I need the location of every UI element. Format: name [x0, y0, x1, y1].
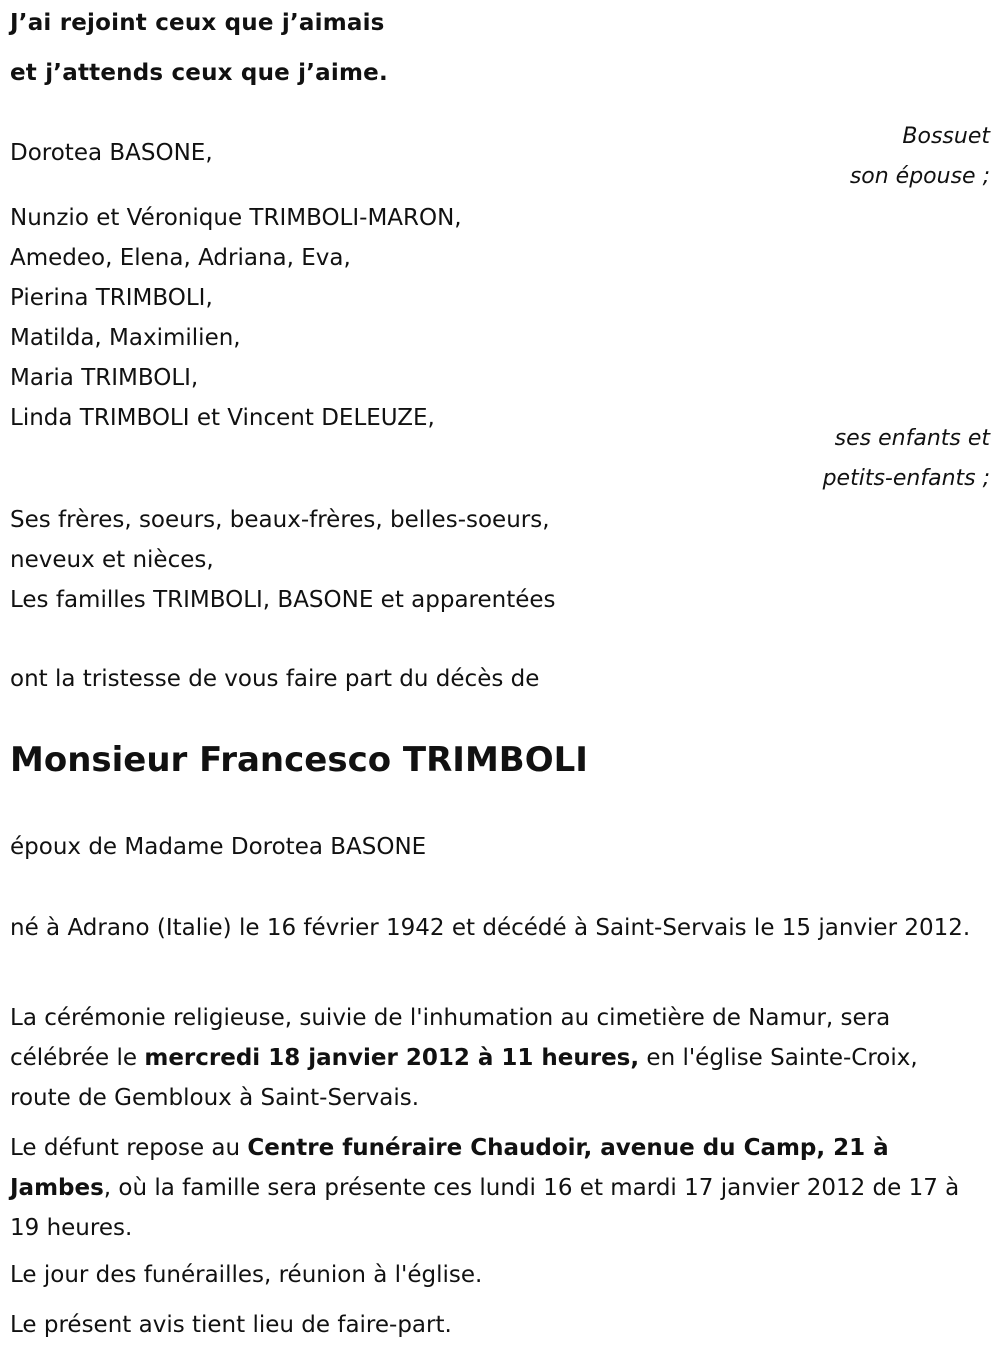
epigraph-line-1: J’ai rejoint ceux que j’aimais	[10, 10, 385, 36]
birth-death-paragraph: né à Adrano (Italie) le 16 février 1942 et décédé à Saint-Servais le 15 janvier 2012.	[10, 915, 971, 941]
ceremony-text: La cérémonie religieuse, suivie de l'inhumation au cimetière de Namur, sera célébrée le	[10, 1005, 891, 1071]
deceased-name: Monsieur Francesco TRIMBOLI	[10, 740, 588, 780]
family-line: Ses frères, soeurs, beaux-frères, belles-soeurs,	[10, 507, 550, 533]
repose-times: , où la famille sera présente ces lundi 16 et mardi 17 janvier 2012 de 17 à 19 heures.	[10, 1175, 960, 1241]
epigraph-line-2: et j’attends ceux que j’aime.	[10, 60, 388, 86]
children-relation-1: ses enfants et	[834, 426, 990, 451]
ceremony-date: mercredi 18 janvier 2012 à 11 heures,	[144, 1045, 640, 1071]
announcement-text: ont la tristesse de vous faire part du décès de	[10, 666, 540, 692]
spouse-place: Bossuet	[902, 124, 990, 149]
repose-paragraph	[10, 1128, 985, 1248]
children-line: Linda TRIMBOLI et Vincent DELEUZE,	[10, 405, 435, 431]
spouse-of-text: époux de Madame Dorotea BASONE	[10, 834, 427, 860]
children-line: Pierina TRIMBOLI,	[10, 285, 213, 311]
repose-location: Centre funéraire Chaudoir, avenue du Camp, 21 à Jambes	[10, 1135, 889, 1201]
notice-text: Le présent avis tient lieu de faire-part.	[10, 1312, 452, 1338]
family-list	[10, 500, 556, 620]
ceremony-paragraph	[10, 998, 985, 1118]
family-line: neveux et nièces,	[10, 547, 214, 573]
children-line: Matilda, Maximilien,	[10, 325, 241, 351]
spouse-relation: son épouse ;	[849, 164, 990, 189]
children-relation-2: petits-enfants ;	[822, 466, 990, 491]
children-line: Nunzio et Véronique TRIMBOLI-MARON,	[10, 205, 462, 231]
family-line: Les familles TRIMBOLI, BASONE et apparentées	[10, 587, 556, 613]
children-list	[10, 198, 462, 438]
repose-text: Le défunt repose au	[10, 1135, 248, 1161]
meeting-text: Le jour des funérailles, réunion à l'église.	[10, 1262, 483, 1288]
children-line: Amedeo, Elena, Adriana, Eva,	[10, 245, 351, 271]
children-line: Maria TRIMBOLI,	[10, 365, 199, 391]
spouse-name: Dorotea BASONE,	[10, 140, 213, 166]
ceremony-location: en l'église Sainte-Croix, route de Gembloux à Saint-Servais.	[10, 1045, 918, 1111]
